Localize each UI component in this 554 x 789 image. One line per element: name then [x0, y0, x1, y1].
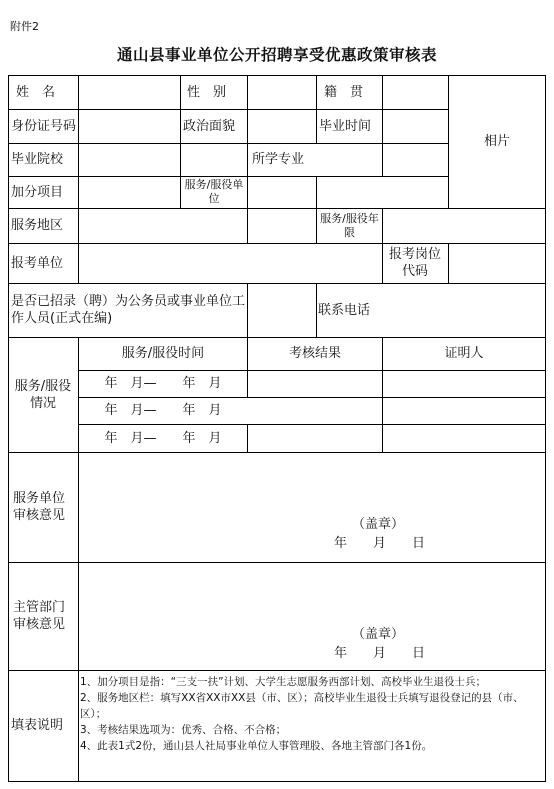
bonus-item-label: 加分项目	[11, 184, 64, 200]
service-date-row: 年 月— 年 月	[104, 430, 222, 446]
apply-post-code-label: 报考岗位代码	[388, 247, 441, 279]
graduation-time-label: 毕业时间	[319, 118, 372, 134]
service-date-row: 年 月— 年 月	[104, 376, 222, 391]
date-label: 年 月 日	[334, 535, 426, 551]
note-item: 4、此表1式2份，通山县人社局事业单位人事管理股、各地主管部门各1份。	[80, 740, 433, 752]
gender-label: 性 别	[187, 84, 227, 100]
seal-label: （盖章）	[351, 626, 404, 642]
native-place-label: 籍 贯	[324, 84, 364, 100]
notes-label: 填表说明	[11, 718, 64, 733]
note-item: 1、加分项目是指：“三支一扶”计划、大学生志愿服务西部计划、高校毕业生退役士兵；	[80, 676, 487, 688]
date-label: 年 月 日	[334, 645, 426, 661]
service-area-label: 服务地区	[11, 218, 64, 233]
note-item: 2、服务地区栏：填写XX省XX市XX县（市、区）；高校毕业生退役士兵填写退役登记的县（市、区）；	[80, 692, 524, 720]
name-label: 姓 名	[16, 84, 56, 100]
photo-label: 相片	[483, 134, 510, 149]
phone-label: 联系电话	[318, 302, 371, 318]
service-date-row: 年 月— 年 月	[104, 403, 222, 418]
apply-unit-label: 报考单位	[11, 255, 64, 271]
review-form-table	[8, 75, 546, 782]
assessment-result-header: 考核结果	[288, 346, 341, 361]
service-unit-label: 服务/服役单位	[184, 178, 244, 205]
service-years-label: 服务/服役年限	[320, 211, 379, 239]
dept-review-label: 主管部门审核意见	[13, 600, 66, 632]
id-number-label: 身份证号码	[11, 118, 77, 134]
seal-label: （盖章）	[351, 516, 404, 532]
recruited-question-label: 是否已招录（聘）为公务员或事业单位工作人员(正式在编)	[11, 294, 246, 326]
annex-label: 附件2	[10, 20, 39, 33]
form-title: 通山县事业单位公开招聘享受优惠政策审核表	[116, 46, 437, 64]
service-time-header: 服务/服役时间	[121, 346, 205, 361]
witness-header: 证明人	[444, 346, 484, 361]
political-status-label: 政治面貌	[183, 118, 236, 134]
note-item: 3、考核结果选项为：优秀、合格、不合格；	[80, 724, 287, 736]
school-label: 毕业院校	[11, 152, 64, 167]
major-label: 所学专业	[252, 152, 305, 167]
service-section-label: 服务/服役情况	[14, 378, 72, 411]
notes-list	[80, 674, 544, 754]
service-unit-review-label: 服务单位审核意见	[13, 491, 66, 523]
